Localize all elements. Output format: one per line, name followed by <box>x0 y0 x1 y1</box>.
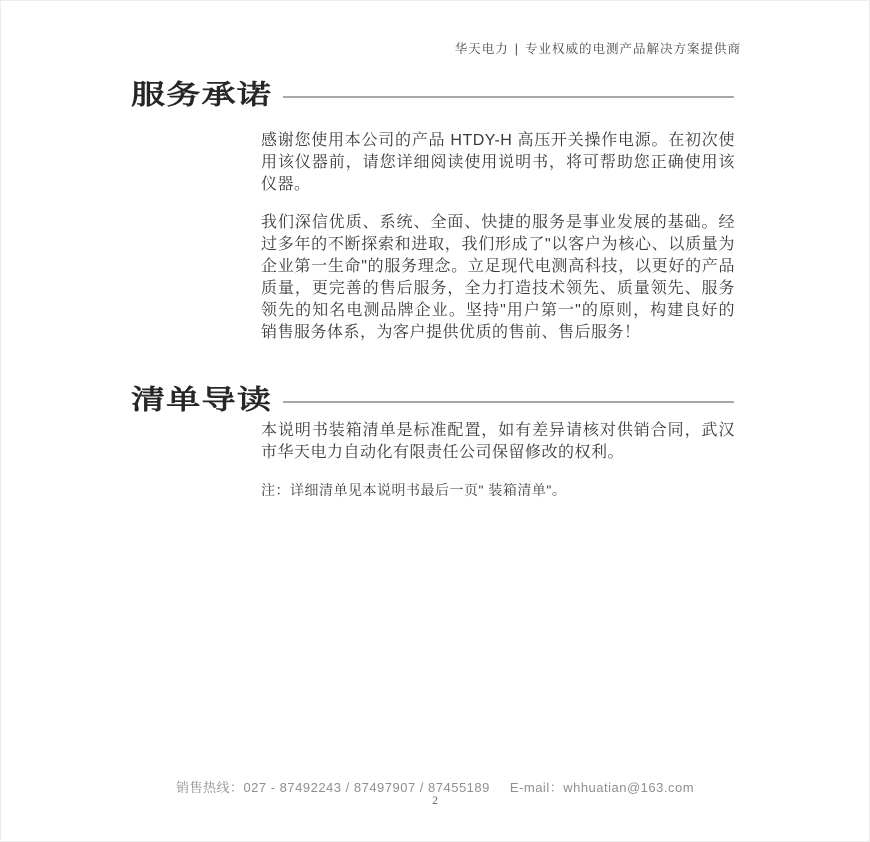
paragraph-service-philosophy: 我们深信优质、系统、全面、快捷的服务是事业发展的基础。经过多年的不断探索和进取，我们形成了"以客户为核心、以质量为企业第一生命"的服务理念。立足现代电测高科技，以更好的产品质量，更完善的售后服务，全力打造技术领先、质量领先、服务领先的知名电测品牌企业。坚持"用户第一"的原则，构建良好的销售服务体系，为客户提供优质的售前、售后服务！ <box>261 214 735 341</box>
page-number: 2 <box>432 795 438 807</box>
page-footer <box>1 777 869 796</box>
section-title-service-promise <box>131 80 273 110</box>
section-title-list-guide <box>131 385 273 415</box>
paragraph-packing-list: 本说明书装箱清单是标准配置，如有差异请核对供销合同，武汉市华天电力自动化有限责任公司保留修改的权利。 <box>261 422 735 461</box>
section-title-text: 清单导读 <box>131 385 273 415</box>
page-header <box>455 39 741 57</box>
header-brand: 华天电力 <box>454 42 509 56</box>
header-separator: | <box>514 42 519 56</box>
paragraph-thanks: 感谢您使用本公司的产品 HTDY-H 高压开关操作电源。在初次使用该仪器前，请您详细阅读使用说明书，将可帮助您正确使用该仪器。 <box>261 132 735 193</box>
heading-rule <box>283 96 734 98</box>
section-body-service-promise <box>261 130 735 344</box>
section-heading-list-guide <box>131 385 734 415</box>
section-title-text: 服务承诺 <box>131 80 273 110</box>
heading-rule <box>283 401 734 403</box>
footer-email: E-mail：whhuatian@163.com <box>509 780 695 795</box>
note-text: 注：详细清单见本说明书最后一页" 装箱清单"。 <box>261 482 567 498</box>
section-heading-service-promise <box>131 80 734 110</box>
header-tagline: 专业权威的电测产品解决方案提供商 <box>524 42 741 56</box>
sales-hotline: 销售热线：027 - 87492243 / 87497907 / 87455189 <box>175 780 490 795</box>
section-body-list-guide <box>261 420 735 500</box>
